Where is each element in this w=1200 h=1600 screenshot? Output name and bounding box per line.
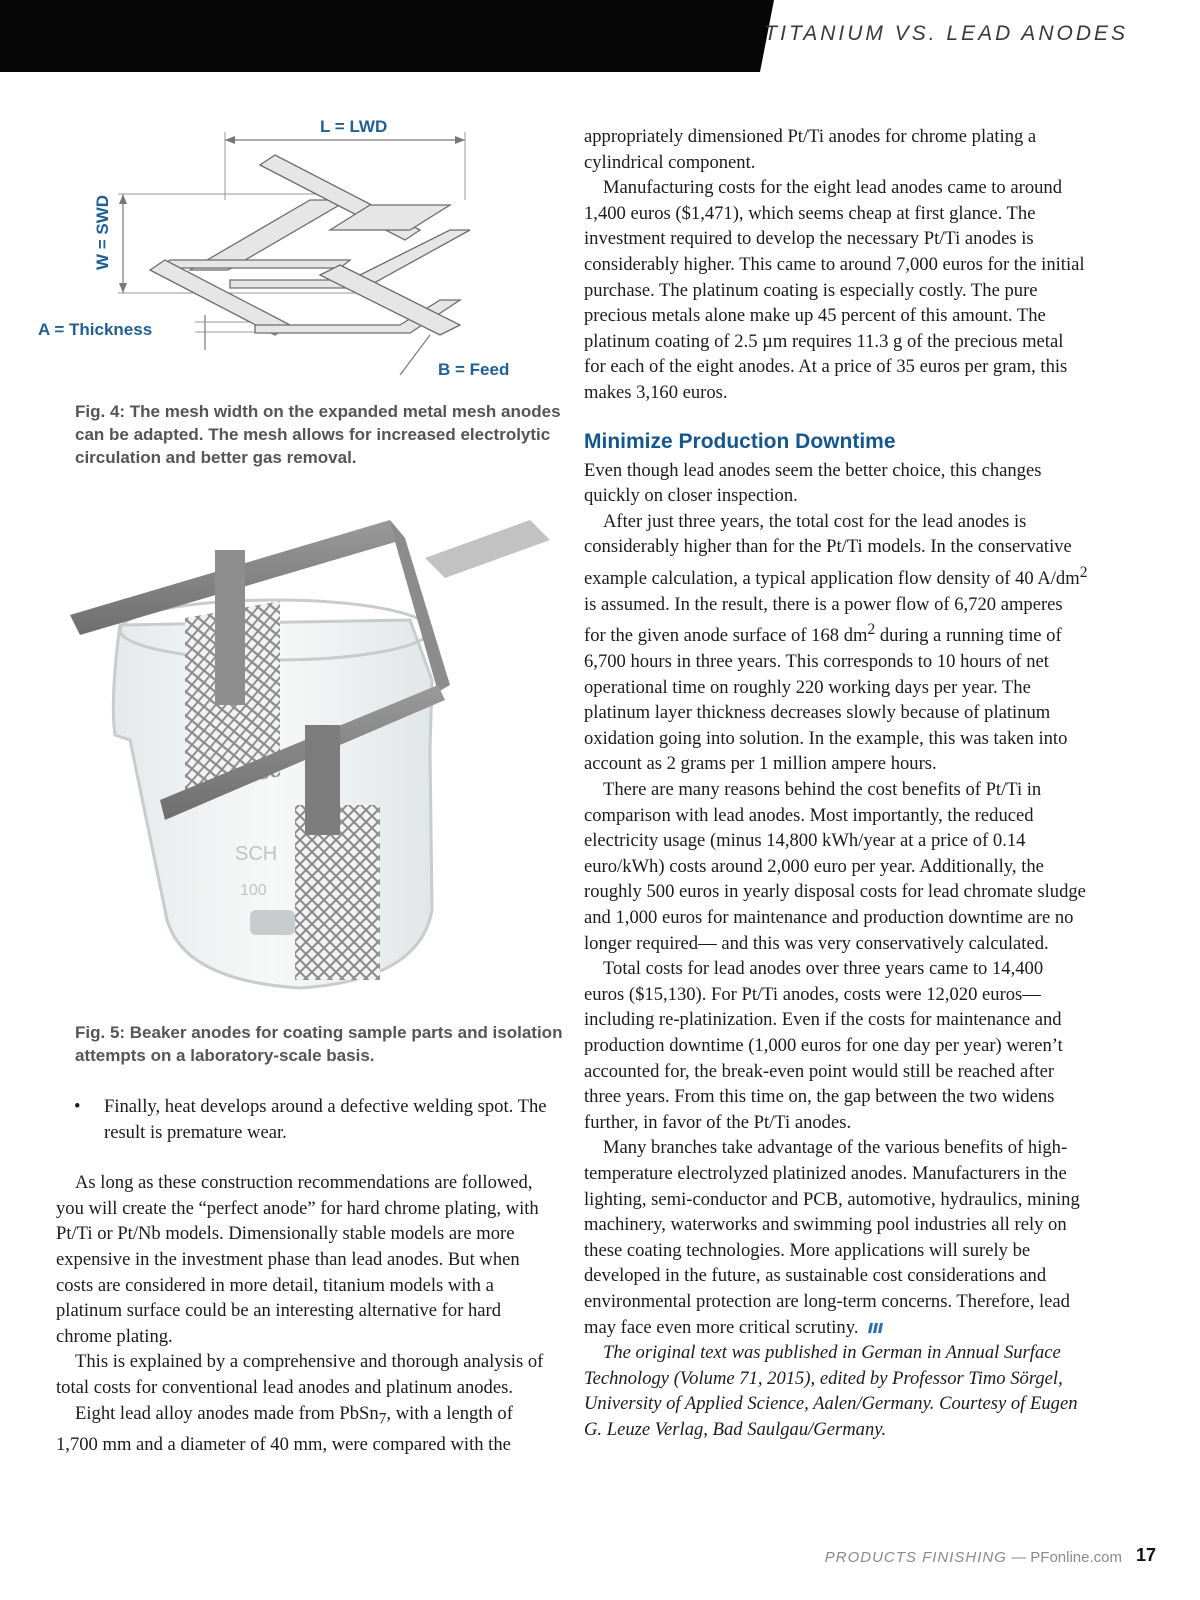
figure-5-beaker-photo (60, 510, 560, 1010)
section-title: TITANIUM VS. LEAD ANODES (764, 22, 1128, 45)
header-bar (0, 0, 760, 72)
paragraph: As long as these construction recommendations are followed, you will create the “perfect anode” for hard chrome plating, with Pt/Ti or Pt/Nb models. Dimensionally stable models are more expensive in the investment phase than lead anodes. But when costs are considered in more detail, titanium models with a platinum surface could be an interesting alternative for hard chrome plating. (56, 1172, 539, 1347)
label-length: L = LWD (320, 117, 388, 136)
paragraph: Total costs for lead anodes over three years came to 14,400 euros ($15,130). For Pt/Ti anodes, costs were 12,020 euros—including re-platinization. Even if the costs for maintenance and production downtime (1,000 euros for one day per year) weren’t accounted for, the break-even point would still be reached after three years. From this time on, the gap between the two widens further, in favor of the Pt/Ti anodes. (584, 958, 1063, 1133)
paragraph: Eight lead alloy anodes made from PbSn$_7$, with a length of 1,700 mm and a diameter of 40 mm, were compared with the (56, 1402, 513, 1455)
bullet-item: • Finally, heat develops around a defective welding spot. The result is premature wear. (74, 1096, 547, 1143)
figure-5-caption: Fig. 5: Beaker anodes for coating sample parts and isolation attempts on a laboratory-scale basis. (75, 1023, 563, 1065)
page-number: 17 (1135, 1545, 1156, 1565)
svg-text:SCH: SCH (235, 843, 278, 865)
paragraph: There are many reasons behind the cost benefits of Pt/Ti in comparison with lead anodes. Most importantly, the reduced electricity usage (minus 14,800 kWh/year at a price of 0.14 euro/kWh) costs around 2,000 euro per year. Additionally, the roughly 500 euros in yearly disposal costs for lead chromate sludge and 1,000 euros for maintenance and production downtime are no longer required— and this was very conservatively calculated. (584, 779, 1086, 954)
paragraph: Manufacturing costs for the eight lead anodes came to around 1,400 euros ($1,471), which seems cheap at first glance. The investment required to develop the necessary Pt/Ti anodes is considerably higher. This came to around 7,000 euros for the initial purchase. The platinum coating is especially costly. The pure precious metals alone make up 45 percent of this amount. The platinum coating of 2.5 µm requires 11.3 g of the precious metal for each of the eight anodes. At a price of 35 euros per gram, this makes 3,160 euros. (584, 177, 1085, 403)
figure-4-caption: Fig. 4: The mesh width on the expanded metal mesh anodes can be adapted. The mesh allows for increased electrolytic circulation and better gas removal. (75, 402, 561, 467)
section-heading: Minimize Production Downtime (584, 429, 896, 453)
right-column (584, 124, 1088, 1442)
figure-4-mesh-diagram (30, 110, 550, 390)
paragraph: Many branches take advantage of the various benefits of high-temperature electrolyzed platinized anodes. Manufacturers in the lighting, semi-conductor and PCB, automotive, hydraulics, mining machinery, waterworks and swimming pool industries all rely on these coating technologies. More applications will surely be developed in the future, as sustainable cost considerations and environmental protection are long-term concerns. Therefore, lead may face even more critical scrutiny. (584, 1137, 1080, 1338)
svg-text:100: 100 (240, 882, 267, 899)
publication-name: PRODUCTS FINISHING (824, 1549, 1007, 1566)
label-feed: B = Feed (438, 360, 510, 379)
left-column (56, 1094, 558, 1457)
website: PFonline.com (1030, 1549, 1122, 1566)
footer: PRODUCTS FINISHING — PFonline.com (824, 1549, 1122, 1566)
article-end-mark-icon (868, 1323, 884, 1333)
paragraph: appropriately dimensioned Pt/Ti anodes for chrome plating a cylindrical component. (584, 126, 1037, 173)
source-note: The original text was published in German in Annual Surface Technology (Volume 71, 2015), edited by Professor Timo Sörgel, University of Applied Science, Aalen/Germany. Courtesy of Eugen G. Leuze Verlag, Bad Saulgau/Germany. (584, 1342, 1078, 1440)
paragraph: Even though lead anodes seem the better choice, this changes quickly on closer inspection. (584, 459, 1042, 507)
paragraph: After just three years, the total cost for the lead anodes is considerably higher than for the Pt/Ti models. In the conservative example calculation, a typical application flow density of 40 $A/dm^2$ is assumed. In the result, there is a power flow of 6,720 amperes for the given anode surface of 168 $dm^2$ during a running time of 6,700 hours in three years. This corresponds to 10 hours of net operational time on roughly 220 working days per year. The platinum layer thickness decreases slowly because of platinum oxidation going into solution. In the example, this was taken into account as 2 grams per 1 million ampere hours. (584, 510, 1088, 775)
bullet-text: Finally, heat develops around a defective welding spot. The result is premature wear. (104, 1096, 547, 1143)
paragraph: This is explained by a comprehensive and thorough analysis of total costs for conventional lead anodes and platinum anodes. (56, 1351, 544, 1398)
label-thickness: A = Thickness (38, 320, 153, 339)
label-width: W = SWD (93, 194, 112, 270)
